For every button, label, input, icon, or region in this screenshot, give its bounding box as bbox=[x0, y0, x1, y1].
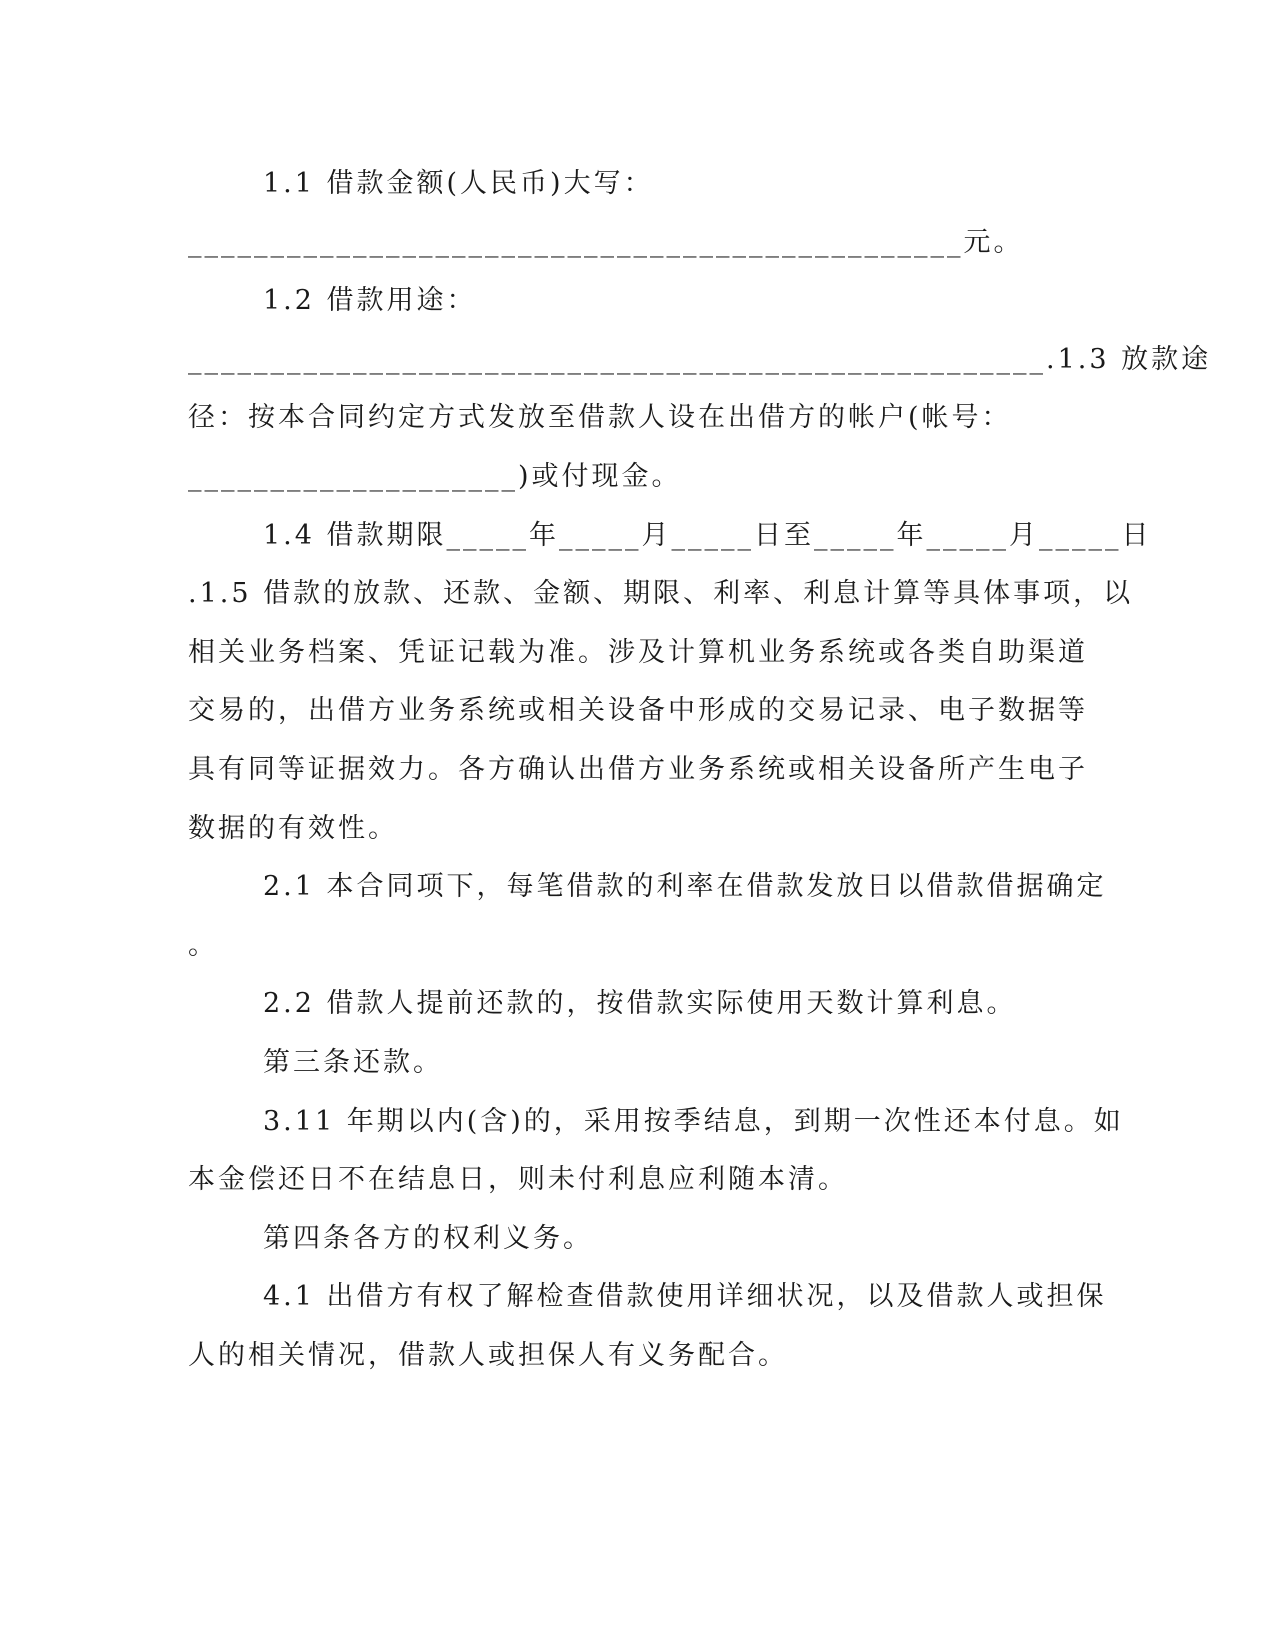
clause-1-4: 1.4 借款期限_____年_____月_____日至_____年_____月_____日 bbox=[263, 520, 1152, 551]
clause-1-5-line-4: 具有同等证据效力。各方确认出借方业务系统或相关设备所产生电子 bbox=[188, 754, 1088, 785]
clause-1-2: 1.2 借款用途： bbox=[263, 285, 477, 316]
clause-1-5-line-3: 交易的，出借方业务系统或相关设备中形成的交易记录、电子数据等 bbox=[188, 695, 1088, 726]
clause-3-1-line-2: 本金偿还日不在结息日，则未付利息应利随本清。 bbox=[188, 1164, 848, 1195]
clause-2-2: 2.2 借款人提前还款的，按借款实际使用天数计算利息。 bbox=[263, 988, 1017, 1019]
clause-4-1-line-1: 4.1 出借方有权了解检查借款使用详细状况，以及借款人或担保 bbox=[263, 1281, 1107, 1312]
clause-4-1-line-2: 人的相关情况，借款人或担保人有义务配合。 bbox=[188, 1340, 788, 1371]
clause-1-5-line-5: 数据的有效性。 bbox=[188, 813, 398, 844]
clause-2-1: 2.1 本合同项下，每笔借款的利率在借款发放日以借款借据确定 bbox=[263, 871, 1107, 902]
clause-1-3-text: 径：按本合同约定方式发放至借款人设在出借方的帐户(帐号： bbox=[188, 402, 1012, 433]
account-blank-line: ____________________)或付现金。 bbox=[188, 461, 682, 492]
purpose-blank-line: ____________________________________________________.1.3 放款途 bbox=[188, 344, 1212, 375]
clause-1-1: 1.1 借款金额(人民币)大写： bbox=[263, 168, 654, 199]
clause-1-5-line-1: .1.5 借款的放款、还款、金额、期限、利率、利息计算等具体事项，以 bbox=[188, 578, 1134, 609]
article-3-heading: 第三条还款。 bbox=[263, 1047, 443, 1078]
clause-3-1-line-1: 3.11 年期以内(含)的，采用按季结息，到期一次性还本付息。如 bbox=[263, 1106, 1124, 1137]
clause-2-1-end: 。 bbox=[188, 930, 218, 961]
clause-1-5-line-2: 相关业务档案、凭证记载为准。涉及计算机业务系统或各类自助渠道 bbox=[188, 637, 1088, 668]
amount-blank-line: _______________________________________________元。 bbox=[188, 227, 1024, 258]
article-4-heading: 第四条各方的权利义务。 bbox=[263, 1223, 593, 1254]
